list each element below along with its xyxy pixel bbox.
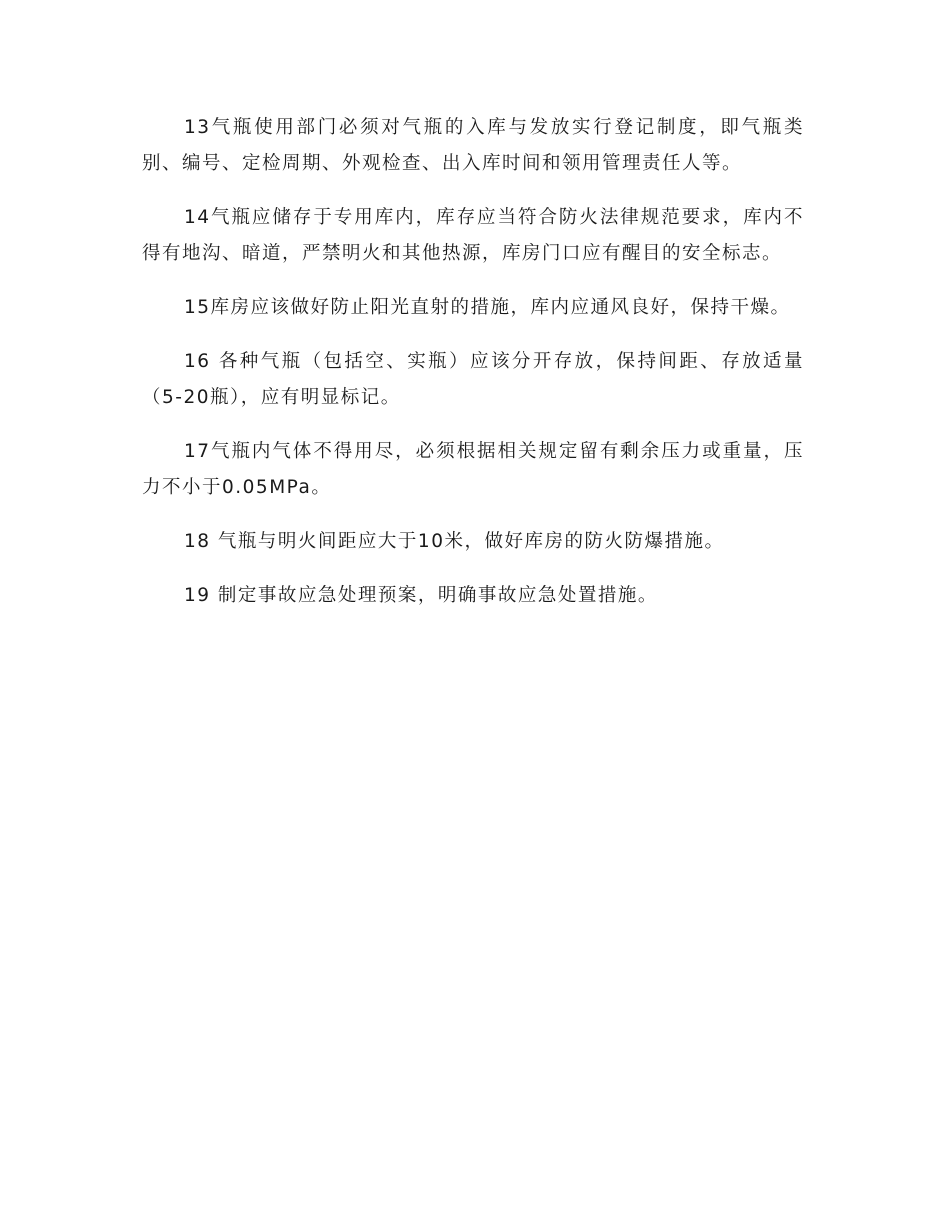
paragraph-19: 19 制定事故应急处理预案，明确事故应急处置措施。 (184, 585, 658, 606)
paragraph-14: 14气瓶应储存于专用库内，库存应当符合防火法律规范要求，库内不得有地沟、暗道，严禁明火和其他热源，库房门口应有醒目的安全标志。 (142, 207, 804, 264)
paragraph-17: 17气瓶内气体不得用尽，必须根据相关规定留有剩余压力或重量，压力不小于0.05MPa。 (142, 441, 804, 498)
paragraph-13: 13气瓶使用部门必须对气瓶的入库与发放实行登记制度，即气瓶类别、编号、定检周期、外观检查、出入库时间和领用管理责任人等。 (142, 117, 804, 174)
paragraph-15: 15库房应该做好防止阳光直射的措施，库内应通风良好，保持干燥。 (184, 297, 791, 318)
paragraph-18: 18 气瓶与明火间距应大于10米，做好库房的防火防爆措施。 (184, 531, 725, 552)
document-body (142, 110, 804, 632)
paragraph-16: 16 各种气瓶（包括空、实瓶）应该分开存放，保持间距、存放适量（5-20瓶），应有明显标记。 (142, 351, 804, 408)
